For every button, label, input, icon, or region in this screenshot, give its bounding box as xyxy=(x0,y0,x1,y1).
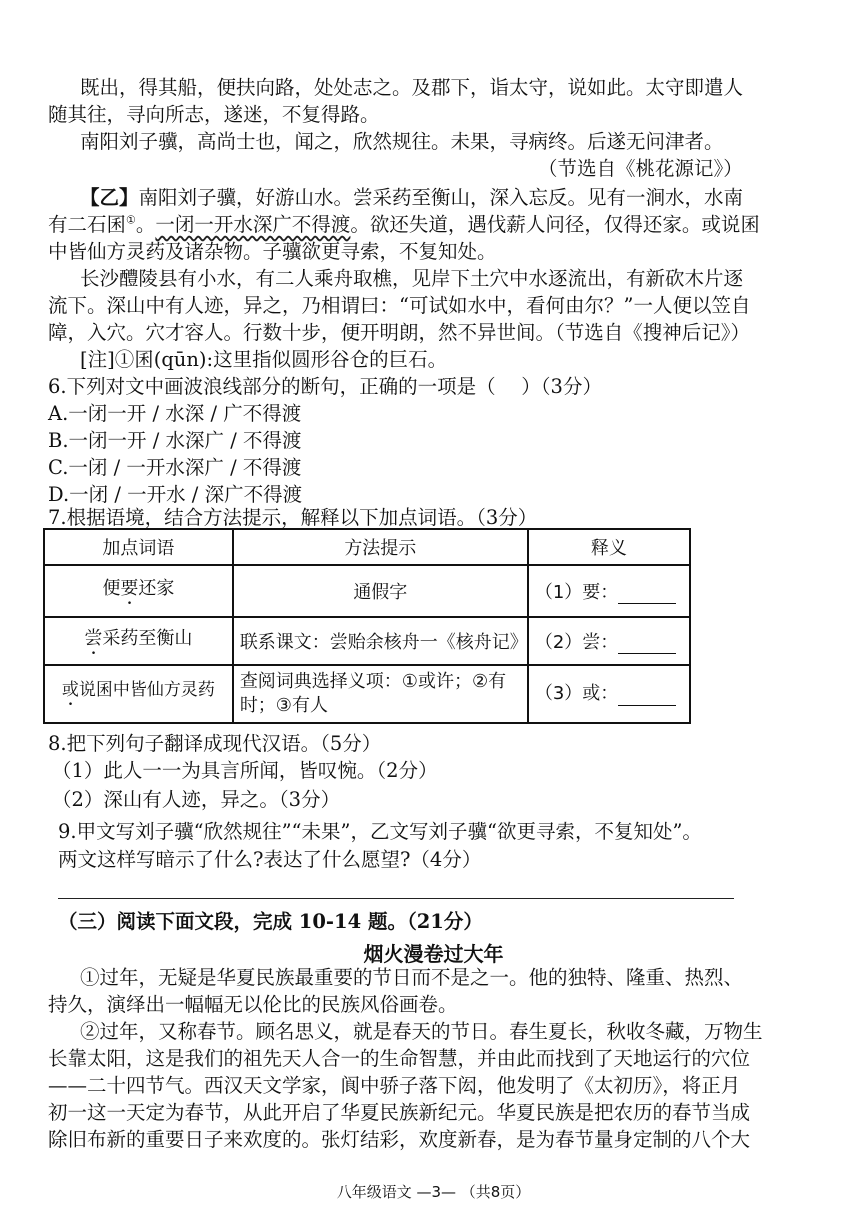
q9-line1: 9.甲文写刘子骥“欣然规往”“未果”，乙文写刘子骥“欲更寻索，不复知处”。 xyxy=(58,820,702,843)
article-title: 烟火漫卷过大年 xyxy=(363,942,504,966)
section-divider xyxy=(58,898,734,899)
answer-blank[interactable] xyxy=(618,687,676,706)
q6-option-c: C.一闭 / 一开水深广 / 不得渡 xyxy=(48,456,302,479)
section3-heading: （三）阅读下面文段，完成 10-14 题。（21分） xyxy=(58,910,483,933)
yi-para2-line3: 障，入穴。穴才容人。行数十步，便开明朗，然不异世间。（节选自《搜神后记》） xyxy=(48,321,751,344)
q7-header-meaning: 释义 xyxy=(528,529,690,565)
yi-para1-line1-text: 南阳刘子骥，好游山水。尝采药至衡山，深入忘反。见有一涧水，水南 xyxy=(138,186,744,209)
page-footer: 八年级语文 —3— （共8页） xyxy=(336,1183,531,1201)
q6-option-d: D.一闭 / 一开水 / 深广不得渡 xyxy=(48,483,303,506)
q6-option-a: A.一闭一开 / 水深 / 广不得渡 xyxy=(48,402,302,425)
article-para2-line3: ——二十四节气。西汉天文学家，阆中骄子落下闳，他发明了《太初历》，将正月 xyxy=(48,1074,741,1097)
yi-note: [注]①囷(qūn):这里指似圆形谷仓的巨石。 xyxy=(80,348,448,371)
table-row xyxy=(44,617,690,665)
q7-hint-2: 联系课文：尝贻余核舟一《核舟记》 xyxy=(233,617,528,665)
q7-stem: 7.根据语境，结合方法提示，解释以下加点词语。（3分） xyxy=(48,506,538,529)
article-para2-line4: 初一这一天定为春节，从此开启了华夏民族新纪元。华夏民族是把农历的春节当成 xyxy=(48,1101,751,1124)
yi-para2-line1: 长沙醴陵县有小水，有二人乘舟取樵，见岸下土穴中水逐流出，有新砍木片逐 xyxy=(80,267,744,290)
q7-hint-1: 通假字 xyxy=(233,565,528,617)
q8-stem: 8.把下列句子翻译成现代汉语。（5分） xyxy=(48,732,382,755)
q7-answer-3: （3）或： xyxy=(528,665,690,723)
yi-para1-line1 xyxy=(80,184,743,212)
q7-phrase-1: 便要还家 xyxy=(44,565,233,617)
yi-para2-line2: 流下。深山中有人迹，异之，乃相谓曰：“可试如水中，看何由尔？”一人便以笠自 xyxy=(48,294,751,317)
article-para2-line2: 长靠太阳，这是我们的祖先天人合一的生命智慧，并由此而找到了天地运行的穴位 xyxy=(48,1047,751,1070)
q7-header-hint: 方法提示 xyxy=(233,529,528,565)
q7-answer-2: （2）尝： xyxy=(528,617,690,665)
q7-phrase-3: 或说囷中皆仙方灵药 xyxy=(44,665,233,723)
jia-para1-line1: 既出，得其船，便扶向路，处处志之。及郡下，诣太守，说如此。太守即遣人 xyxy=(80,76,744,99)
q7-header-phrase: 加点词语 xyxy=(44,529,233,565)
table-row xyxy=(44,565,690,617)
article-para1-line2: 持久，演绎出一幅幅无以伦比的民族风俗画卷。 xyxy=(48,993,458,1016)
jia-para2: 南阳刘子骥，高尚士也，闻之，欣然规往。未果，寻病终。后遂无问津者。 xyxy=(80,130,724,153)
q6-stem: 6.下列对文中画波浪线部分的断句，正确的一项是（ ）（3分） xyxy=(48,375,602,398)
yi-label: 【乙】 xyxy=(80,186,139,209)
jia-source: （节选自《桃花源记》） xyxy=(538,157,743,180)
q9-line2: 两文这样写暗示了什么?表达了什么愿望?（4分） xyxy=(58,848,482,871)
footnote-marker: ① xyxy=(126,213,136,227)
q7-phrase-2: 尝采药至衡山 xyxy=(44,617,233,665)
dotted-word: 要 xyxy=(120,577,139,599)
answer-blank[interactable] xyxy=(618,585,676,604)
q7-hint-3: 查阅词典选择义项：①或许；②有时；③有人 xyxy=(233,665,528,723)
yi-line2-end: 。欲还失道，遇伐薪人问径，仅得还家。或说囷 xyxy=(350,213,760,236)
wavy-underlined-phrase: 一闭一开水深广不得渡 xyxy=(155,213,351,236)
yi-line2-start: 有二石囷 xyxy=(48,213,127,236)
q6-option-b: B.一闭一开 / 水深广 / 不得渡 xyxy=(48,429,302,452)
article-para2-line1: ②过年，又称春节。顾名思义，就是春天的节日。春生夏长，秋收冬藏，万物生 xyxy=(80,1020,763,1043)
article-para1-line1: ①过年，无疑是华夏民族最重要的节日而不是之一。他的独特、隆重、热烈、 xyxy=(80,966,744,989)
jia-para1-line2: 随其往，寻向所志，遂迷，不复得路。 xyxy=(48,103,380,126)
article-para2-line5: 除旧布新的重要日子来欢度的。张灯结彩，欢度新春，是为春节量身定制的八个大 xyxy=(48,1128,751,1151)
q8-item-1: （1）此人一一为具言所闻，皆叹惋。（2分） xyxy=(52,759,438,782)
yi-para1-line2: 有二石囷①。一闭一开水深广不得渡。欲还失道，遇伐薪人问径，仅得还家。或说囷 xyxy=(48,213,760,236)
q8-item-2: （2）深山有人迹，异之。（3分） xyxy=(52,788,341,811)
answer-blank[interactable] xyxy=(618,635,676,654)
yi-para1-line3: 中皆仙方灵药及诸杂物。子骥欲更寻索，不复知处。 xyxy=(48,240,497,263)
q7-answer-1: （1）要： xyxy=(528,565,690,617)
q7-table xyxy=(43,528,691,724)
dotted-word: 或 xyxy=(61,680,79,700)
dotted-word: 尝 xyxy=(84,627,103,649)
table-row xyxy=(44,665,690,723)
